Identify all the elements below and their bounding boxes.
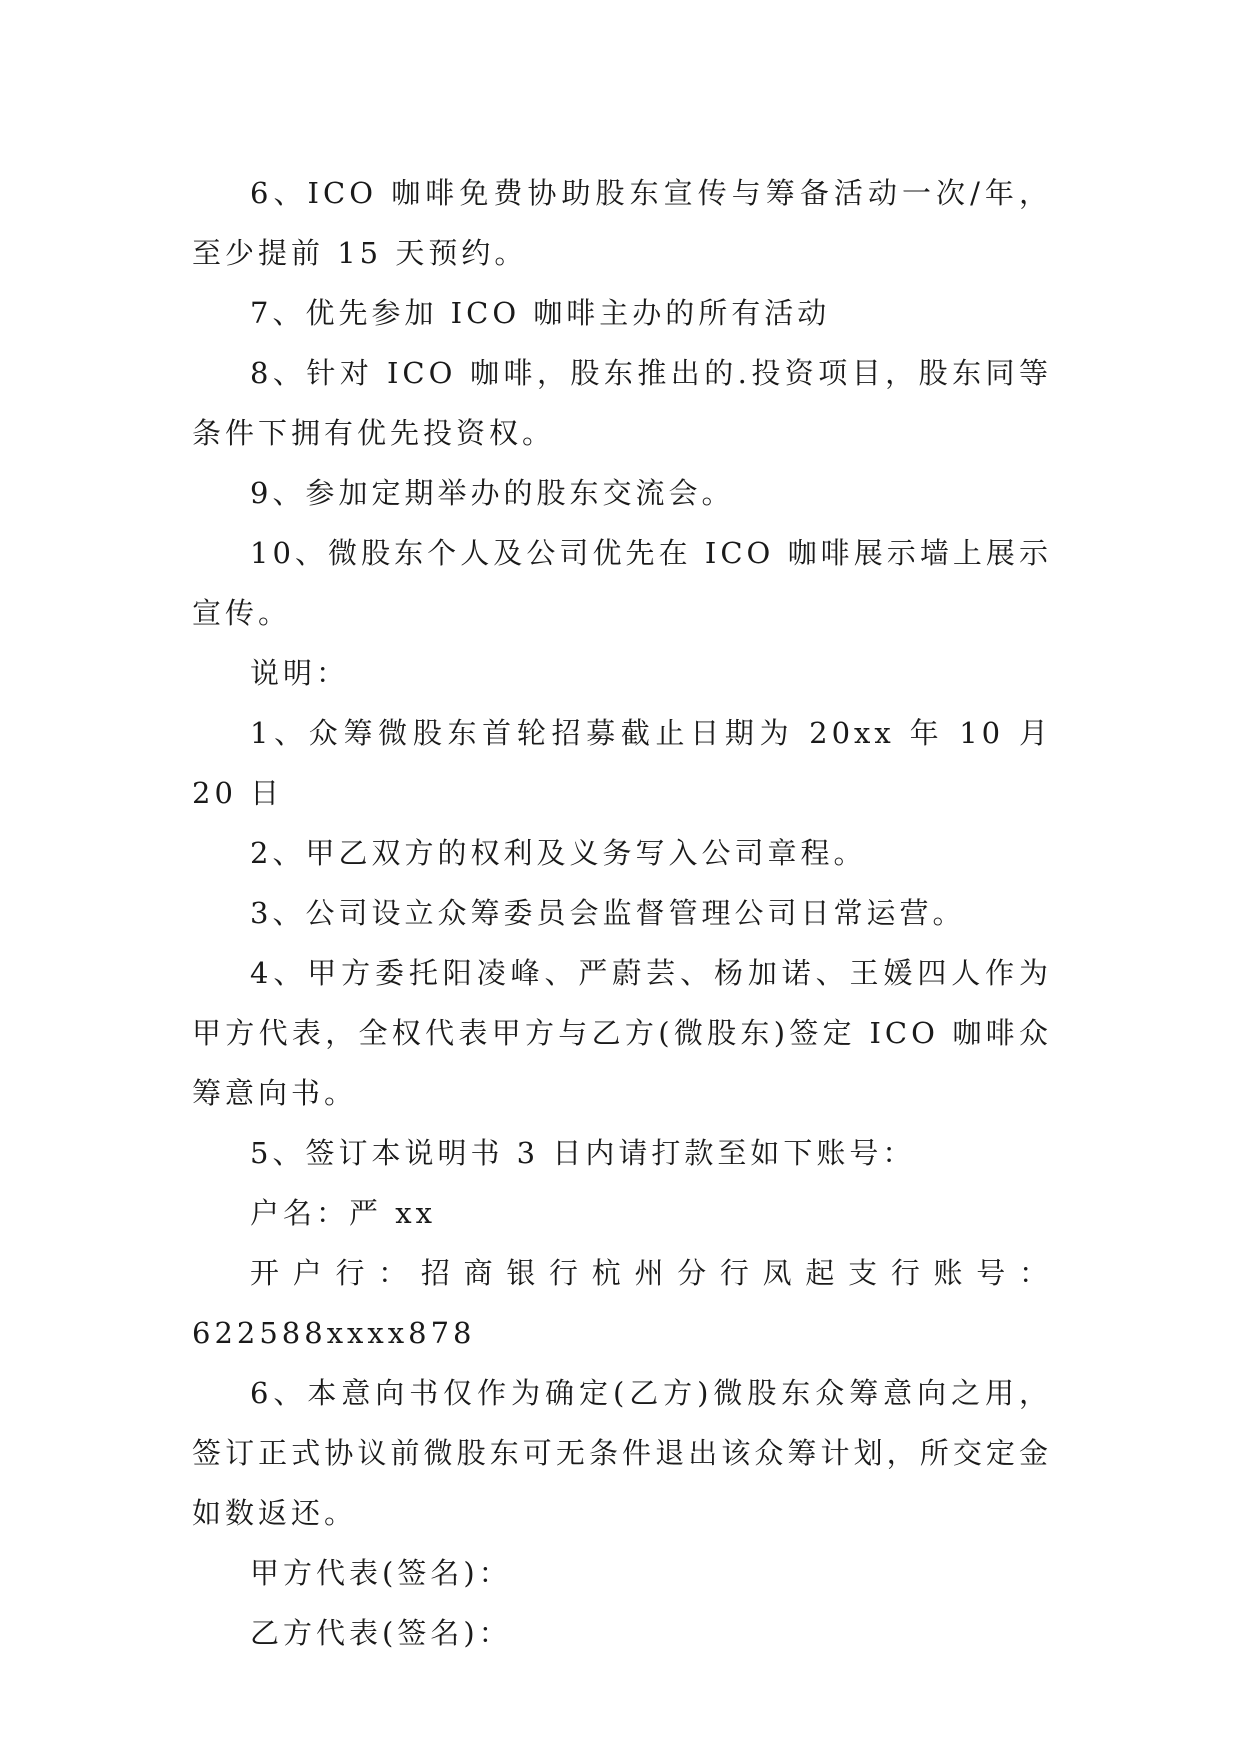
paragraph-note-1: 1、众筹微股东首轮招募截止日期为 20xx 年 10 月 20 日 — [192, 716, 1052, 810]
paragraph-benefit-10: 10、微股东个人及公司优先在 ICO 咖啡展示墙上展示宣传。 — [192, 536, 1052, 630]
signature-party-b: 乙方代表(签名)： — [250, 1616, 512, 1650]
paragraph-benefit-6: 6、ICO 咖啡免费协助股东宣传与筹备活动一次/年，至少提前 15 天预约。 — [192, 176, 1052, 270]
paragraph-note-5: 5、签订本说明书 3 日内请打款至如下账号： — [250, 1136, 916, 1170]
account-name: 户名：严 xx — [250, 1196, 436, 1230]
paragraph-note-4: 4、甲方委托阳凌峰、严蔚芸、杨加诺、王媛四人作为甲方代表，全权代表甲方与乙方(微股东)签定 ICO 咖啡众筹意向书。 — [192, 956, 1052, 1110]
section-heading-notes: 说明： — [250, 656, 350, 690]
signature-party-a: 甲方代表(签名)： — [250, 1556, 512, 1590]
paragraph-benefit-9: 9、参加定期举办的股东交流会。 — [250, 476, 735, 510]
bank-branch: 开户行：招商银行杭州分行凤起支行账号： — [250, 1256, 1052, 1290]
paragraph-note-3: 3、公司设立众筹委员会监督管理公司日常运营。 — [250, 896, 966, 930]
paragraph-benefit-8: 8、针对 ICO 咖啡，股东推出的.投资项目，股东同等条件下拥有优先投资权。 — [192, 356, 1052, 450]
paragraph-benefit-7: 7、优先参加 ICO 咖啡主办的所有活动 — [250, 296, 831, 330]
document-page — [192, 163, 1052, 1663]
paragraph-note-2: 2、甲乙双方的权利及义务写入公司章程。 — [250, 836, 867, 870]
paragraph-note-6: 6、本意向书仅作为确定(乙方)微股东众筹意向之用，签订正式协议前微股东可无条件退出该众筹计划，所交定金如数返还。 — [192, 1376, 1052, 1530]
account-number: 622588xxxx878 — [192, 1316, 476, 1350]
